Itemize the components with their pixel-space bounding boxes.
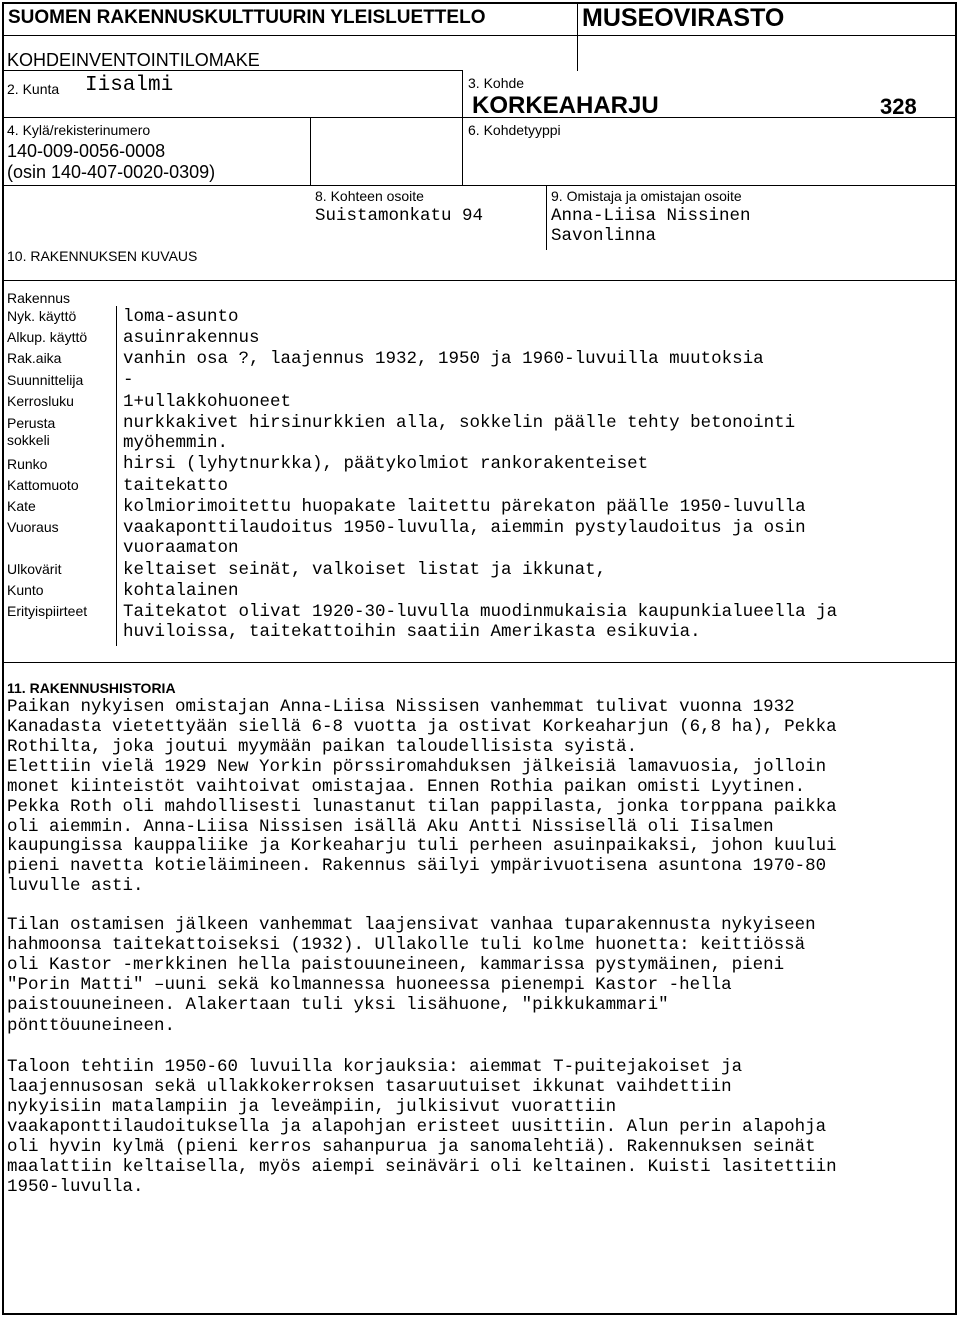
row-label-kerrosluku: Kerrosluku	[7, 393, 74, 409]
history-title: 11. RAKENNUSHISTORIA	[7, 680, 176, 696]
history-line: laajennusosan sekä ullakkokerroksen tasaruutuiset ikkunat vaihdettiin	[7, 1077, 732, 1097]
divider-kunta-kohde	[462, 70, 463, 185]
history-line: maalattiin keltaisella, myös aiempi seinäväri oli keltainen. Kuisti lasitettiin	[7, 1157, 837, 1177]
agency-name: MUSEOVIRASTO	[582, 4, 785, 32]
row-value-suunnittelija: -	[123, 370, 134, 390]
kohde-number: 328	[880, 94, 917, 119]
row-value-vuoraus-1: vaakaponttilaudoitus 1950-luvulla, aiemmin pystylaudoitus ja osin	[123, 518, 806, 538]
kohde-value: KORKEAHARJU	[472, 92, 659, 119]
kunta-value: Iisalmi	[85, 74, 174, 97]
history-line: "Porin Matti" –uuni sekä kolmannessa huoneessa pienempi Kastor -hella	[7, 975, 732, 995]
rakennus-label: Rakennus	[7, 290, 71, 306]
row-label-ulkovarit: Ulkovärit	[7, 561, 62, 577]
frame-left	[2, 2, 4, 1315]
kunta-label: 2. Kunta	[7, 81, 60, 97]
row-label-vuoraus: Vuoraus	[7, 519, 59, 535]
divider-row3-mid	[310, 185, 546, 186]
omistaja-value-1: Anna-Liisa Nissinen	[551, 206, 751, 226]
history-line: Elettiin vielä 1929 New Yorkin pörssiromahduksen jälkeisiä lamavuosia, jolloin	[7, 757, 827, 777]
row-value-vuoraus-2: vuoraamaton	[123, 538, 239, 558]
row-value-runko: hirsi (lyhytnurkka), päätykolmiot rankorakenteiset	[123, 454, 649, 474]
row-value-ulkovarit: keltaiset seinät, valkoiset listat ja ikkunat,	[123, 560, 607, 580]
row-value-erityispiirteet-1: Taitekatot olivat 1920-30-luvulla muodinmukaisia kaupunkialueella ja	[123, 602, 838, 622]
row-value-alkup-kaytto: asuinrakennus	[123, 328, 260, 348]
form-title: KOHDEINVENTOINTILOMAKE	[7, 50, 260, 70]
history-line: vaakaponttilaudoituksella ja alapohjan eristeet uusittiin. Alun perin alapohja	[7, 1117, 827, 1137]
history-line: hahmoonsa taitekattoiseksi (1932). Ullakolle tuli kolme huonetta: keittiössä	[7, 935, 806, 955]
omistaja-value-2: Savonlinna	[551, 226, 657, 246]
row-value-perusta-1: nurkkakivet hirsinurkkien alla, sokkelin päälle tehty betonointi	[123, 413, 796, 433]
divider-osoite-right	[546, 185, 547, 250]
divider-history	[2, 662, 957, 663]
divider-kyla-right	[310, 117, 311, 185]
divider-agency-vertical	[577, 35, 578, 71]
row-value-kerrosluku: 1+ullakkohuoneet	[123, 392, 292, 412]
history-line: monet kiinteistöt vaihtoivat omistajaa. Ennen Rothia paikan omisti Lyytinen.	[7, 777, 806, 797]
history-line: Tilan ostamisen jälkeen vanhemmat laajensivat vanhaa tuparakennusta nykyiseen	[7, 915, 816, 935]
row-label-kunto: Kunto	[7, 582, 44, 598]
row-label-suunnittelija: Suunnittelija	[7, 372, 84, 388]
row-value-erityispiirteet-2: huviloissa, taitekattoihin saatiin Amerikasta esikuvia.	[123, 622, 701, 642]
history-line: Paikan nykyisen omistajan Anna-Liisa Nissisen vanhemmat tulivat vuonna 1932	[7, 697, 795, 717]
history-line: 1950-luvulla.	[7, 1177, 144, 1197]
kyla-value-2: (osin 140-407-0020-0309)	[7, 162, 216, 182]
history-line: Rothilta, joka joutui myymään paikan taloudellisista syistä.	[7, 737, 638, 757]
history-line: luvulle asti.	[7, 876, 144, 896]
history-line: kaupungissa kauppaliike ja Korkeaharju tuli perheen asuinpaikaksi, johon kuului	[7, 836, 837, 856]
row-label-alkup-kaytto: Alkup. käyttö	[7, 329, 88, 345]
history-line: pönttöuuneineen.	[7, 1016, 176, 1036]
frame-right	[955, 2, 957, 1315]
osoite-value: Suistamonkatu 94	[315, 206, 484, 226]
row-label-sokkeli: sokkeli	[7, 432, 50, 448]
row-label-kattomuoto: Kattomuoto	[7, 477, 79, 493]
row-label-perusta: Perusta	[7, 415, 56, 431]
frame-bottom	[2, 1313, 957, 1315]
history-line: oli aiemmin. Anna-Liisa Nissisen isällä Aku Antti Nissisellä oli Iisalmen	[7, 817, 774, 837]
omistaja-label: 9. Omistaja ja omistajan osoite	[551, 188, 742, 204]
kyla-value-1: 140-009-0056-0008	[7, 141, 166, 161]
history-line: nykyisiin matalampiin ja leveämpiin, julkisivut vuorattiin	[7, 1097, 617, 1117]
divider-agency-left	[577, 2, 578, 36]
divider-agency-bottom	[577, 35, 957, 36]
history-line: Kanadasta vietettyään siellä 6-8 vuotta ja ostivat Korkeaharjun (6,8 ha), Pekka	[7, 717, 837, 737]
row-label-runko: Runko	[7, 456, 48, 472]
history-line: Pekka Roth oli mahdollisesti lunastanut tilan pappilasta, jonka torppana paikka	[7, 797, 837, 817]
row-label-kate: Kate	[7, 498, 36, 514]
row-label-nyk-kaytto: Nyk. käyttö	[7, 308, 77, 324]
kohdetyyppi-label: 6. Kohdetyyppi	[468, 122, 561, 138]
row-label-erityispiirteet: Erityispiirteet	[7, 603, 88, 619]
history-line: paistouuneineen. Alakertaan tuli yksi lisähuone, "pikkukammari"	[7, 995, 669, 1015]
divider-row3-right	[546, 185, 957, 186]
row-value-kattomuoto: taitekatto	[123, 476, 229, 496]
row-value-perusta-2: myöhemmin.	[123, 433, 229, 453]
row-label-rak-aika: Rak.aika	[7, 350, 62, 366]
row-value-kate: kolmiorimoitettu huopakate laitettu pärekaton päälle 1950-luvulla	[123, 497, 806, 517]
register-title: SUOMEN RAKENNUSKULTTUURIN YLEISLUETTELO	[8, 7, 486, 28]
kyla-label: 4. Kylä/rekisterinumero	[7, 122, 151, 138]
divider-header	[2, 35, 577, 36]
divider-row3-left	[2, 185, 310, 186]
kuvaus-label: 10. RAKENNUKSEN KUVAUS	[7, 248, 198, 264]
row-value-kunto: kohtalainen	[123, 581, 239, 601]
row-value-rak-aika: vanhin osa ?, laajennus 1932, 1950 ja 1960-luvuilla muutoksia	[123, 349, 764, 369]
divider-labels-column	[116, 306, 117, 646]
osoite-label: 8. Kohteen osoite	[315, 188, 424, 204]
kohde-label: 3. Kohde	[468, 75, 525, 91]
divider-row4	[2, 280, 957, 281]
frame-top	[2, 2, 957, 4]
history-line: Taloon tehtiin 1950-60 luvuilla korjauksia: aiemmat T-puitejakoiset ja	[7, 1057, 743, 1077]
history-line: pieni navetta kotieläimineen. Rakennus säilyi ympärivuotisena asuntona 1970-80	[7, 856, 827, 876]
row-value-nyk-kaytto: loma-asunto	[123, 307, 239, 327]
history-line: oli Kastor -merkkinen hella paistouuneineen, kammarissa pystymäinen, pieni	[7, 955, 785, 975]
history-line: oli hyvin kylmä (pieni kerros sahanpurua ja sanomalehtiä). Rakennuksen seinät	[7, 1137, 816, 1157]
